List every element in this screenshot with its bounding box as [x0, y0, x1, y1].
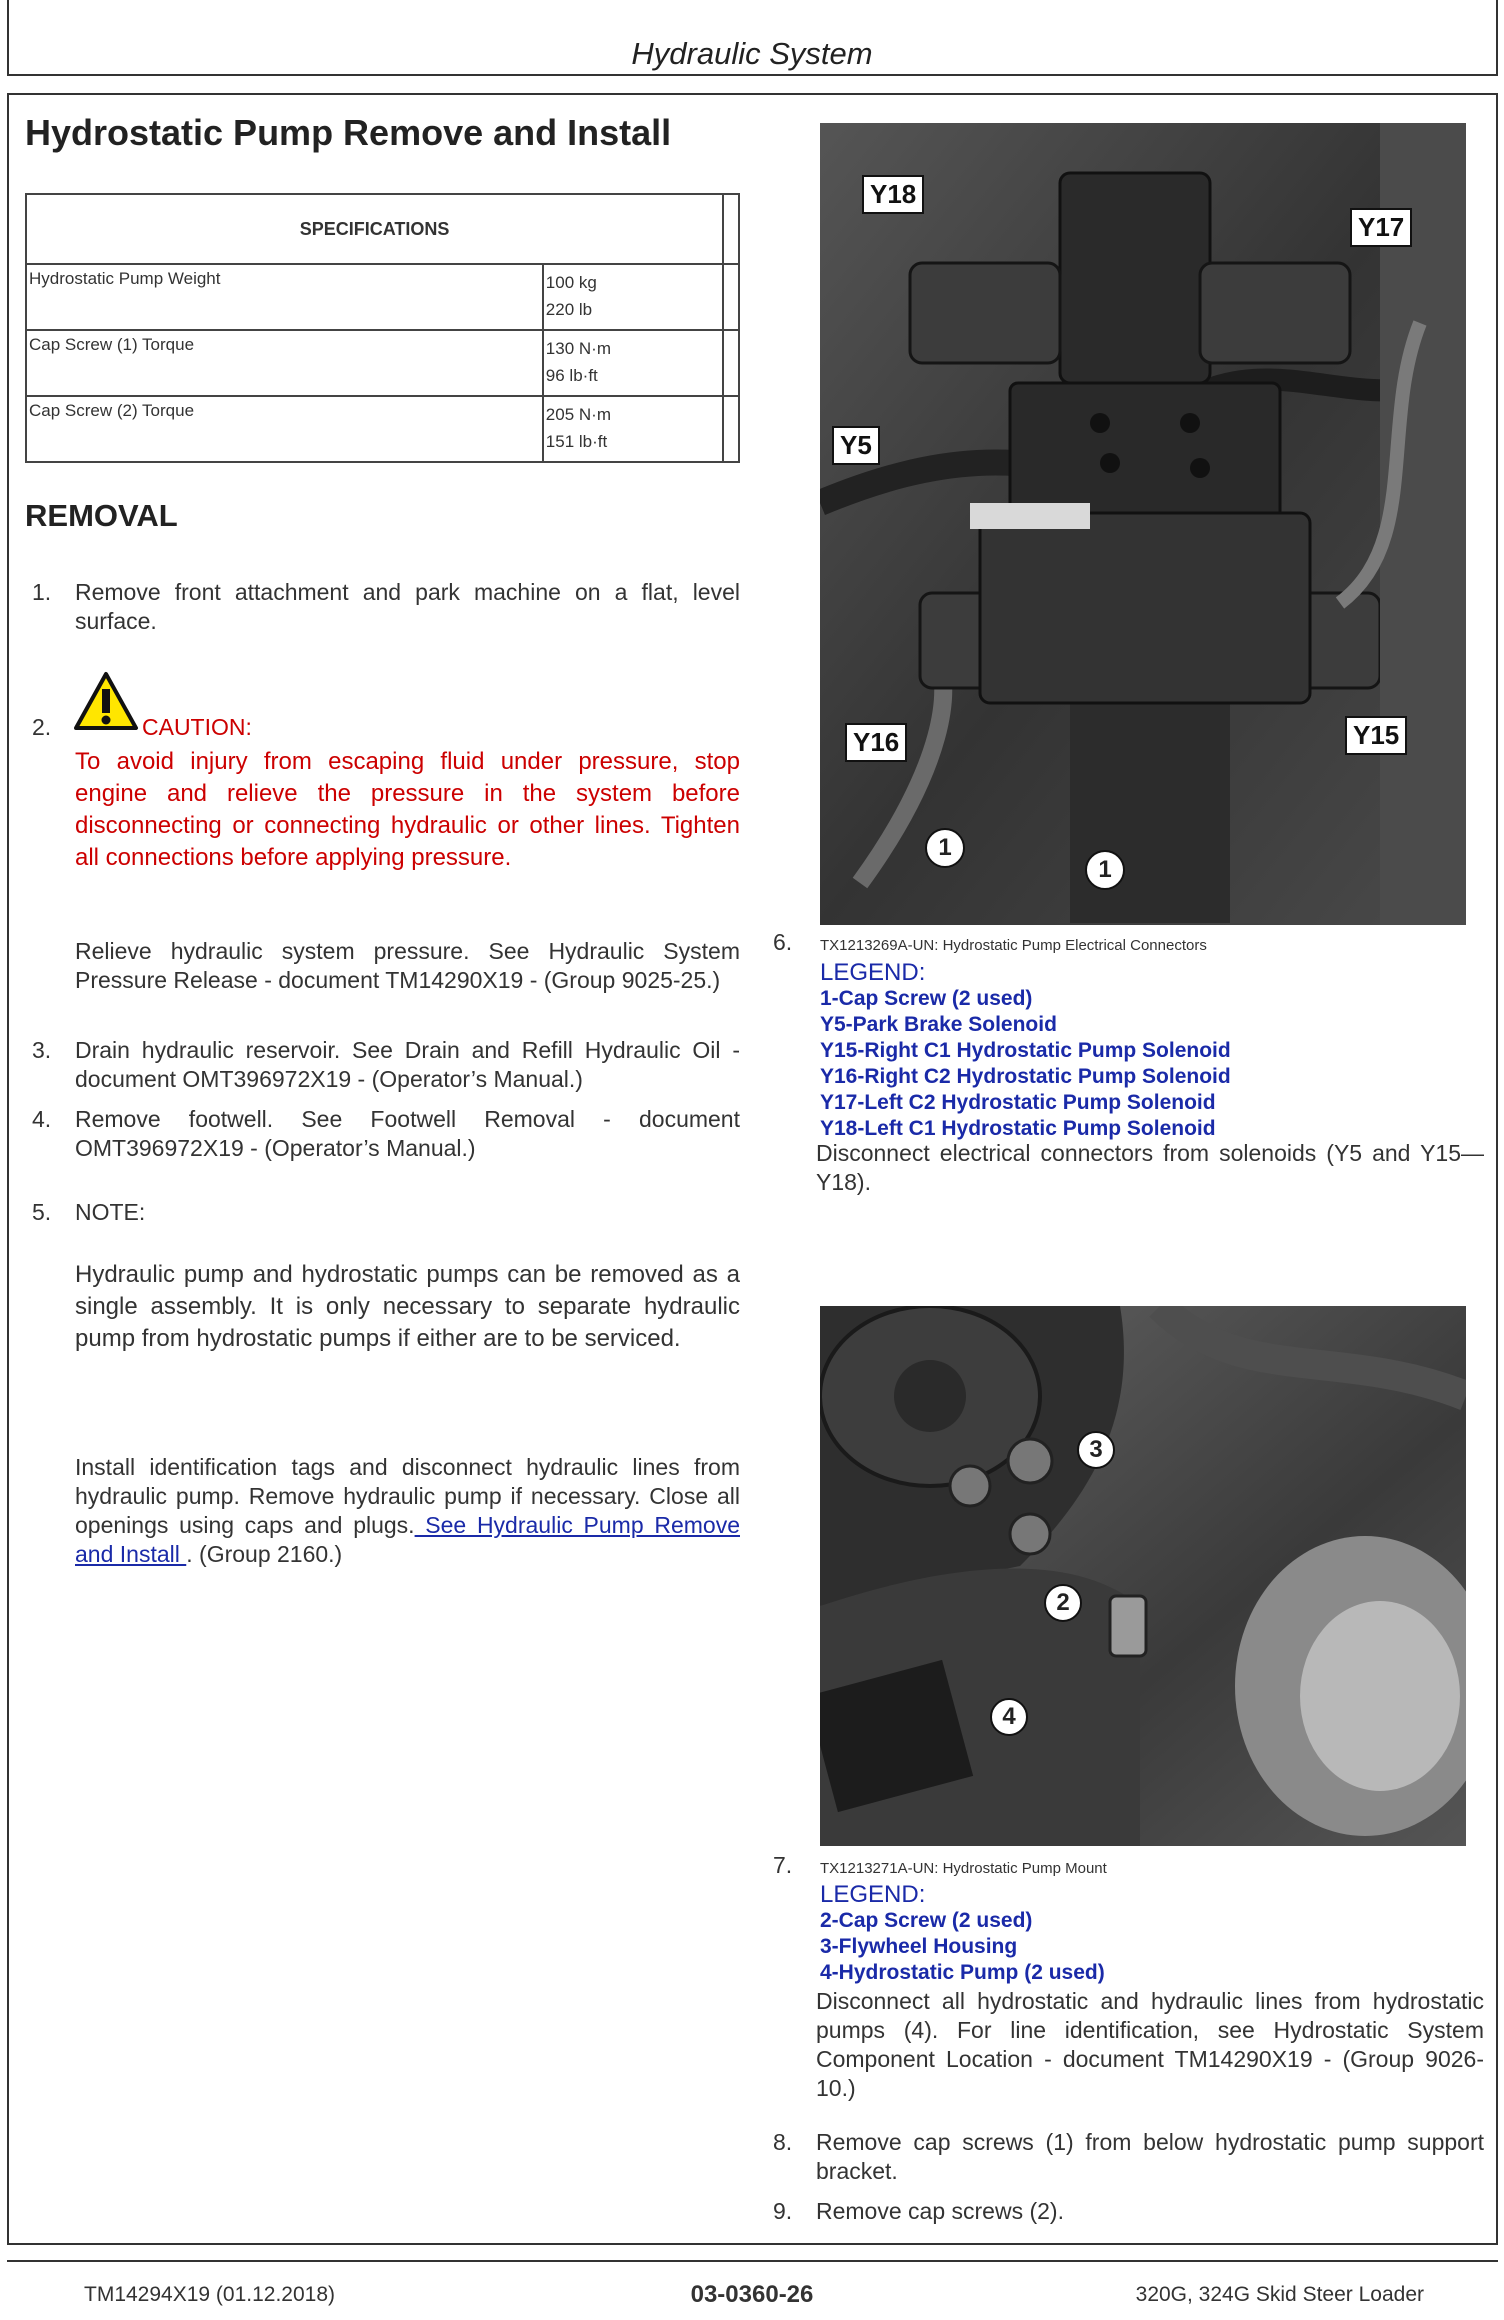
step-number: 9.: [773, 2198, 793, 2224]
note-text: Hydraulic pump and hydrostatic pumps can be removed as a single assembly. It is only necessary to separate hydraulic pump from hydrostatic pumps if either are to be serviced.: [75, 1261, 740, 1352]
photo-pump-mount: [820, 1306, 1466, 1846]
step-number: 8.: [773, 2129, 793, 2155]
spec-label: Cap Screw (1) Torque: [26, 330, 543, 396]
label-y18: Y18: [862, 175, 924, 214]
legend-item: Y15-Right C1 Hydrostatic Pump Solenoid: [820, 1039, 1231, 1062]
warning-icon: [73, 671, 139, 736]
callout-1: 1: [925, 828, 965, 868]
label-y15: Y15: [1345, 716, 1407, 755]
step-text: Disconnect all hydrostatic and hydraulic lines from hydrostatic pumps (4). For line identification, see Hydrostatic System Component Location - document TM14290X19 - (Group 9026-10.): [816, 1988, 1484, 2101]
label-y17: Y17: [1350, 208, 1412, 247]
spec-value: 100 kg 220 lb: [543, 264, 723, 330]
step-number: 5.: [32, 1199, 52, 1225]
legend-item: Y16-Right C2 Hydrostatic Pump Solenoid: [820, 1065, 1231, 1088]
table-row: [26, 396, 739, 462]
legend-title: LEGEND:: [820, 1881, 926, 1908]
spec-value: 130 N·m 96 lb·ft: [543, 330, 723, 396]
callout-3: 3: [1077, 1431, 1115, 1469]
step-number: 2.: [32, 714, 52, 740]
hydraulic-pump-link[interactable]: See Hydraulic Pump Remove and Install: [75, 1512, 740, 1567]
caution-label: CAUTION:: [142, 714, 252, 740]
step-number: 6.: [773, 929, 793, 955]
legend-item: 3-Flywheel Housing: [820, 1935, 1018, 1958]
legend-list: [820, 1908, 1105, 1986]
page-title: Hydrostatic Pump Remove and Install: [25, 112, 672, 153]
footer-page-number: 03-0360-26: [690, 2281, 814, 2308]
callout-1: 1: [1085, 850, 1125, 890]
legend-item: Y17-Left C2 Hydrostatic Pump Solenoid: [820, 1091, 1216, 1114]
step-text: Remove cap screws (1) from below hydrostatic pump support bracket.: [816, 2129, 1484, 2184]
step-text: Remove front attachment and park machine on a flat, level surface.: [75, 579, 740, 634]
step-text: Remove footwell. See Footwell Removal - document OMT396972X19 - (Operator’s Manual.): [75, 1106, 740, 1161]
step-number: 7.: [773, 1852, 793, 1878]
caution-text: To avoid injury from escaping fluid under pressure, stop engine and relieve the pressure in the system before disconnecting or connecting hydraulic or other lines. Tighten all connections before applying pressure.: [75, 748, 740, 871]
removal-heading: REMOVAL: [25, 498, 178, 533]
callout-2: 2: [1044, 1584, 1082, 1622]
footer-document-id: TM14294X19 (01.12.2018): [84, 2283, 336, 2306]
spec-label: Hydrostatic Pump Weight: [26, 264, 543, 330]
legend-title: LEGEND:: [820, 959, 926, 986]
legend-item: 4-Hydrostatic Pump (2 used): [820, 1961, 1105, 1984]
step-text: Relieve hydraulic system pressure. See Hydraulic System Pressure Release - document TM14290X19 - (Group 9025-25.): [75, 938, 740, 993]
legend-item: Y18-Left C1 Hydrostatic Pump Solenoid: [820, 1117, 1216, 1140]
specifications-heading: SPECIFICATIONS: [26, 194, 723, 264]
table-row: [26, 264, 739, 330]
step-number: 1.: [32, 579, 52, 605]
step-text: Install identification tags and disconnect hydraulic lines from hydraulic pump. Remove hydraulic pump if necessary. Close all openings using caps and plugs. See Hydraulic Pump Remove and Install . (Group 2160.): [75, 1454, 740, 1567]
specifications-table: [25, 193, 740, 463]
photo-electrical-connectors: [820, 123, 1466, 925]
label-y16: Y16: [845, 723, 907, 762]
legend-item: 1-Cap Screw (2 used): [820, 987, 1033, 1010]
spec-label: Cap Screw (2) Torque: [26, 396, 543, 462]
section-title: Hydraulic System: [631, 36, 873, 71]
legend-item: 2-Cap Screw (2 used): [820, 1909, 1033, 1932]
footer-product-name: 320G, 324G Skid Steer Loader: [1135, 2283, 1424, 2306]
step-text: Drain hydraulic reservoir. See Drain and Refill Hydraulic Oil - document OMT396972X19 - (Operator’s Manual.): [75, 1037, 740, 1092]
legend-list: [820, 986, 1231, 1142]
figure-caption: TX1213269A-UN: Hydrostatic Pump Electrical Connectors: [820, 937, 1207, 954]
figure-caption: TX1213271A-UN: Hydrostatic Pump Mount: [820, 1860, 1107, 1877]
label-y5: Y5: [832, 426, 880, 465]
step-text: Remove cap screws (2).: [816, 2198, 1064, 2224]
legend-item: Y5-Park Brake Solenoid: [820, 1013, 1057, 1036]
step-text: Disconnect electrical connectors from solenoids (Y5 and Y15—Y18).: [816, 1140, 1484, 1195]
table-row: [26, 330, 739, 396]
callout-4: 4: [990, 1698, 1028, 1736]
footer-rule: [7, 2260, 1498, 2262]
step-number: 3.: [32, 1037, 52, 1063]
spec-value: 205 N·m 151 lb·ft: [543, 396, 723, 462]
note-label: NOTE:: [75, 1199, 146, 1225]
step-number: 4.: [32, 1106, 52, 1132]
